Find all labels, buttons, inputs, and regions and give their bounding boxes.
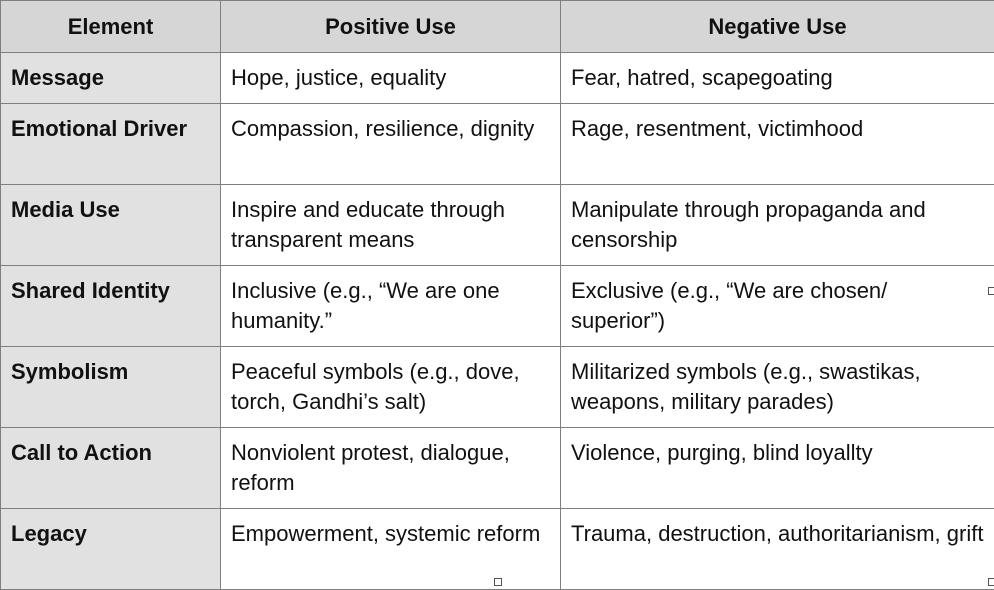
positive-use-cell: Inspire and educate through transparent means [221,185,561,266]
resize-handle-bottom[interactable] [494,578,502,586]
negative-use-cell: Exclusive (e.g., “We are chosen/ superior”) [561,266,994,347]
row-label: Shared Identity [1,266,221,347]
table-row [1,266,994,347]
row-label: Message [1,53,221,104]
row-label: Call to Action [1,428,221,509]
positive-use-cell: Inclusive (e.g., “We are one humanity.” [221,266,561,347]
row-label: Legacy [1,509,221,590]
row-label: Media Use [1,185,221,266]
negative-use-cell: Rage, resentment, victimhood [561,104,994,185]
resize-handle-corner[interactable] [988,578,994,586]
negative-use-cell: Militarized symbols (e.g., swastikas, weapons, military parades) [561,347,994,428]
row-label: Symbolism [1,347,221,428]
negative-use-cell: Violence, purging, blind loyallty [561,428,994,509]
header-row [1,1,994,53]
positive-use-cell: Empowerment, systemic reform [221,509,561,590]
table-body [1,53,994,590]
header-negative-use: Negative Use [561,1,994,53]
header-positive-use: Positive Use [221,1,561,53]
table-row [1,104,994,185]
positive-use-cell: Compassion, resilience, dignity [221,104,561,185]
table-row [1,347,994,428]
table-row [1,185,994,266]
row-label: Emotional Driver [1,104,221,185]
header-element: Element [1,1,221,53]
negative-use-cell: Manipulate through propaganda and censorship [561,185,994,266]
positive-use-cell: Hope, justice, equality [221,53,561,104]
positive-use-cell: Peaceful symbols (e.g., dove, torch, Gandhi’s salt) [221,347,561,428]
resize-handle-right[interactable] [988,287,994,295]
negative-use-cell: Trauma, destruction, authoritarianism, grift [561,509,994,590]
positive-use-cell: Nonviolent protest, dialogue, reform [221,428,561,509]
table-row [1,53,994,104]
negative-use-cell: Fear, hatred, scapegoating [561,53,994,104]
table-row [1,428,994,509]
table-header [1,1,994,53]
